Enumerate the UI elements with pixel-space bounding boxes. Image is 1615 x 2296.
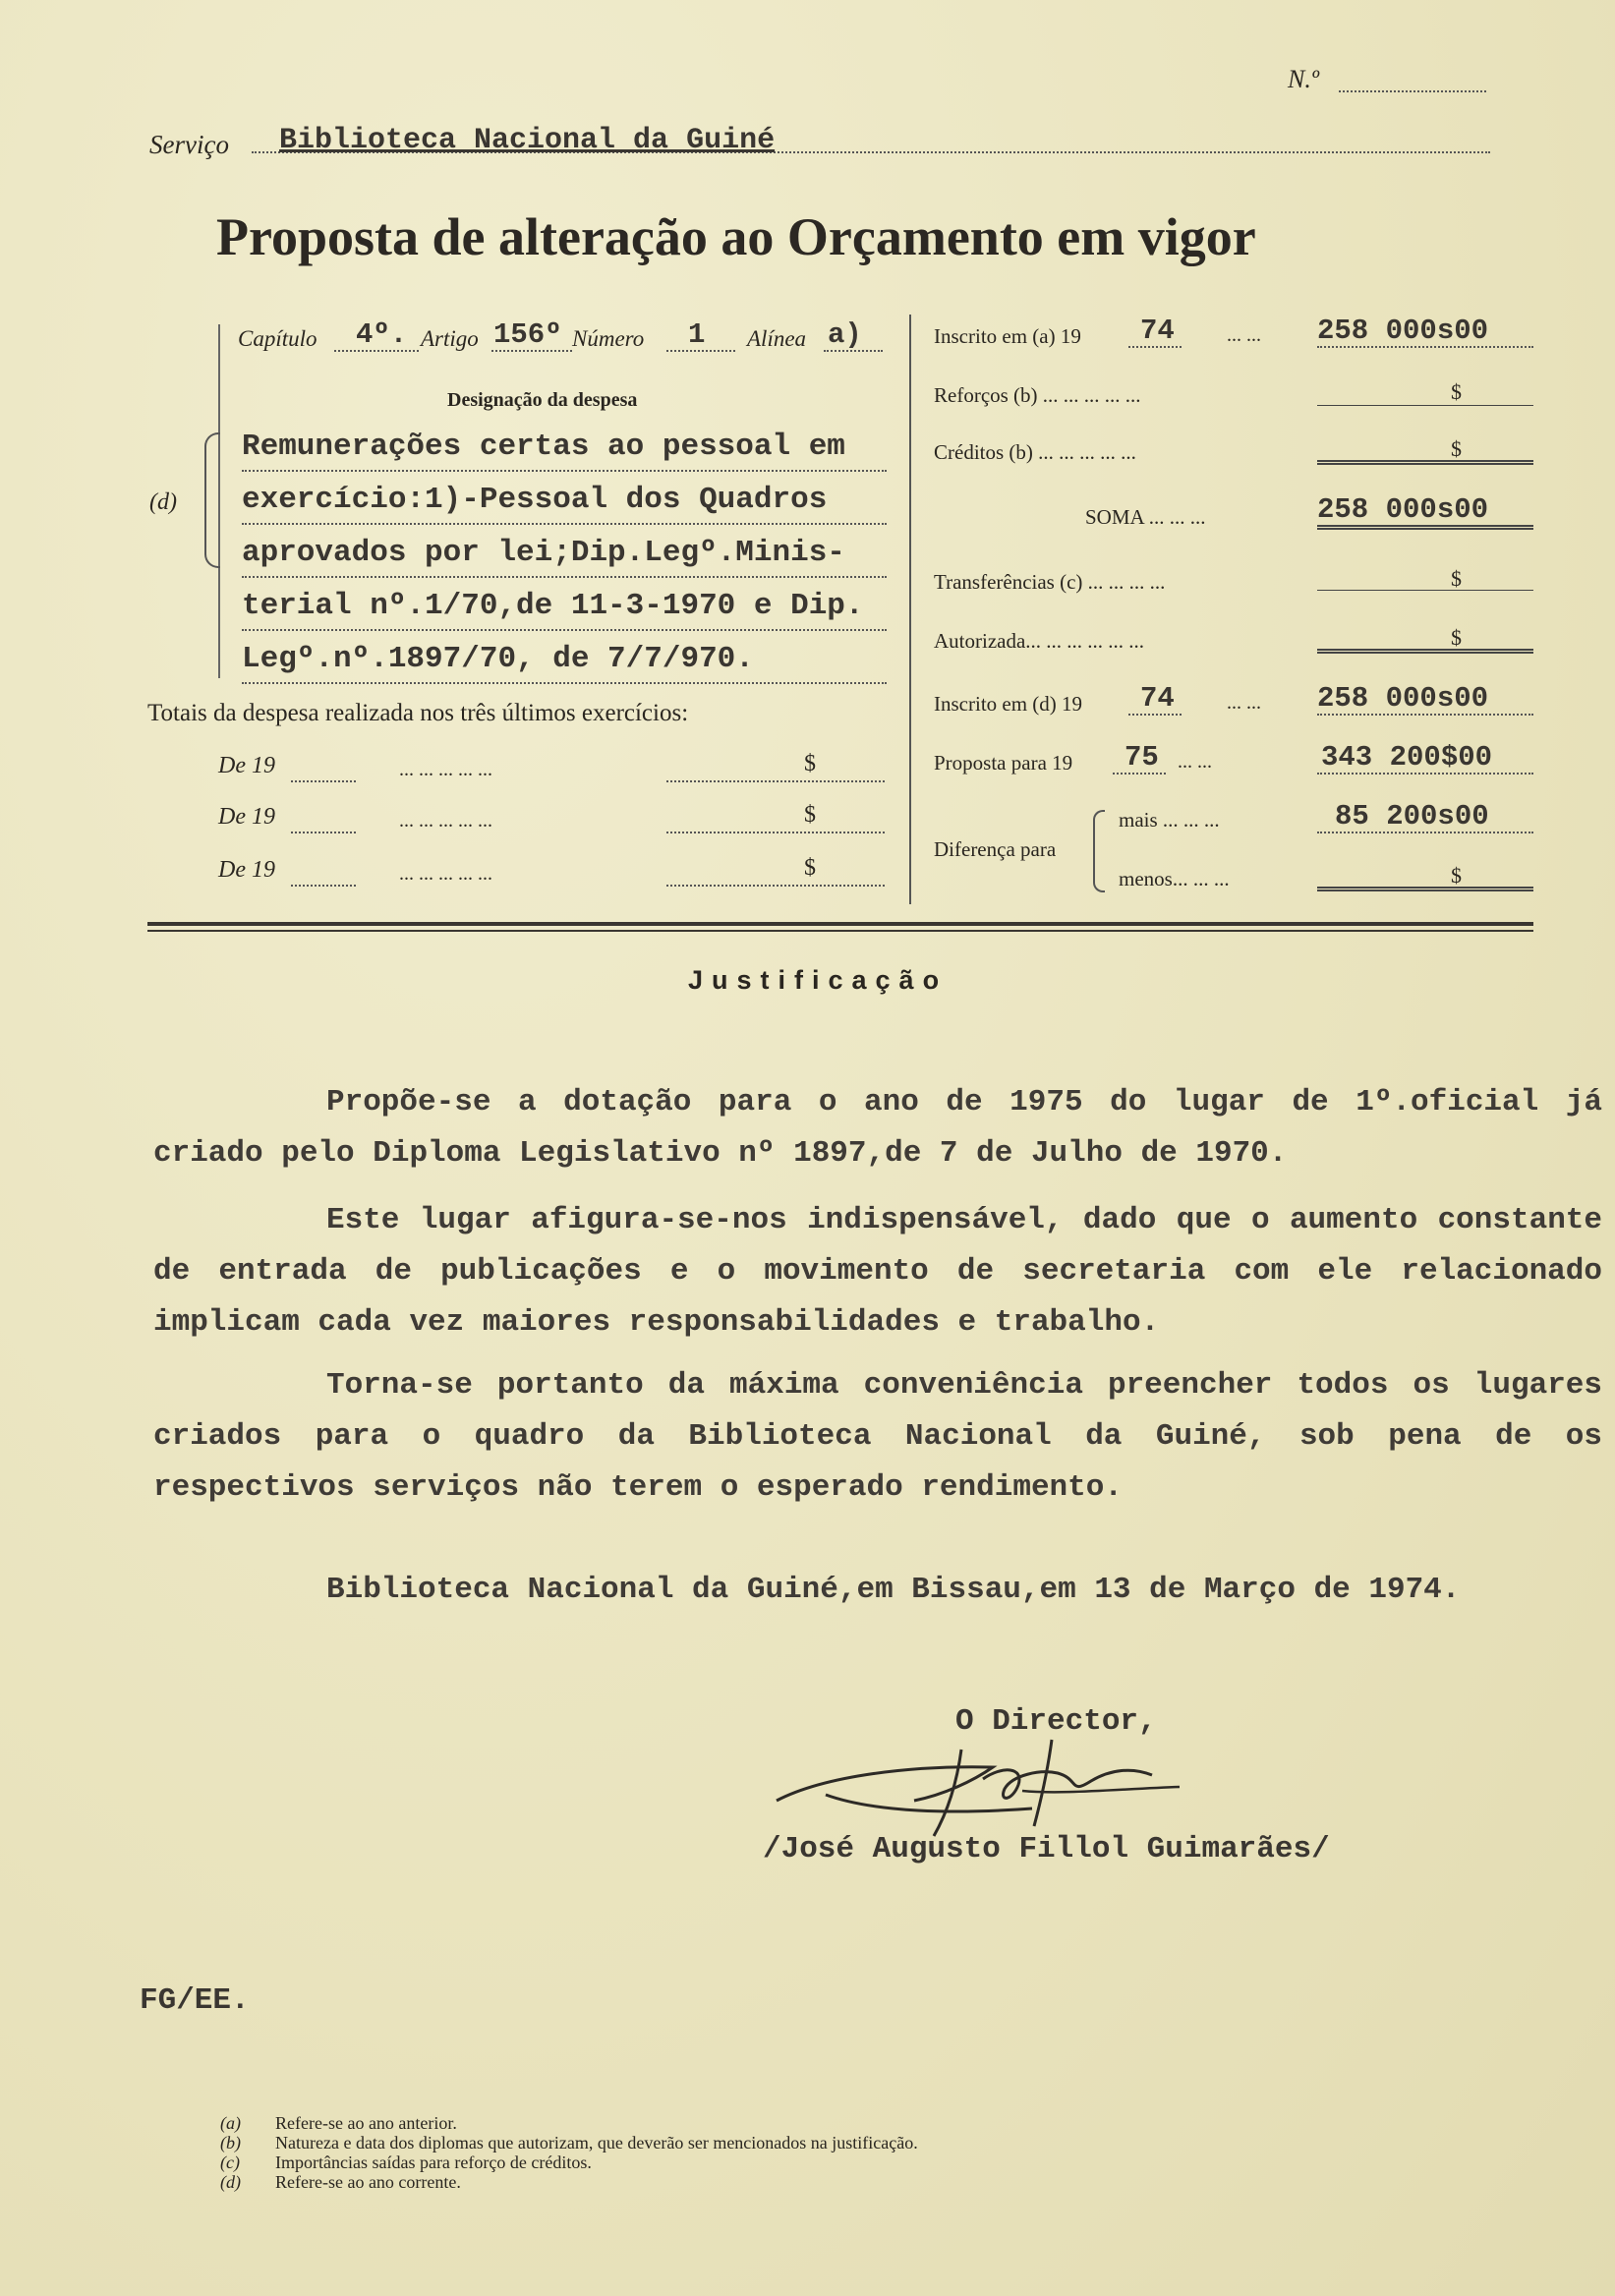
inscrito-d-value: 258 000s00 — [1317, 682, 1489, 715]
designacao-line-5: Legº.nº.1897/70, de 7/7/970. — [242, 637, 887, 684]
justificacao-paragraph-1: Propõe-se a dotação para o ano de 1975 do lugar de 1º.oficial já criado pelo Diploma Legislativo nº 1897,de 7 de Julho de 1970. — [153, 1085, 1602, 1171]
totais-row-3-dots: ... ... ... ... ... — [399, 863, 492, 885]
transferencias-currency: $ — [1451, 566, 1462, 591]
reforcos-label: Reforços (b) ... ... ... ... ... — [934, 383, 1141, 407]
center-vertical-rule — [909, 315, 911, 904]
menos-line — [1317, 887, 1533, 891]
designacao-heading: Designação da despesa — [447, 389, 638, 411]
totais-row-3-value-line — [666, 885, 885, 887]
numero-label: N.º — [1288, 65, 1319, 93]
inscrito-d-dots: ... ... — [1227, 692, 1261, 714]
signature-title: O Director, — [955, 1704, 1157, 1739]
transferencias-line — [1317, 590, 1533, 591]
footnote-d-mark: (d) — [220, 2172, 241, 2192]
totais-row-3-label: De 19 — [218, 857, 275, 883]
totais-row-1-dots: ... ... ... ... ... — [399, 759, 492, 780]
designacao-brace — [204, 432, 220, 568]
inscrito-d-label: Inscrito em (d) 19 — [934, 692, 1083, 716]
place-date: Biblioteca Nacional da Guiné,em Bissau,em 13 de Março de 1974. — [326, 1573, 1461, 1607]
inscrito-a-dots: ... ... — [1227, 324, 1261, 346]
totais-row-1-label: De 19 — [218, 753, 275, 778]
totais-heading: Totais da despesa realizada nos três últimos exercícios: — [147, 700, 689, 726]
reforcos-line — [1317, 405, 1533, 406]
footnote-c-mark: (c) — [220, 2152, 240, 2172]
designacao-line-1: Remunerações certas ao pessoal em — [242, 425, 887, 472]
totais-row-2-year-line — [291, 832, 356, 833]
totais-row-1-year-line — [291, 780, 356, 782]
capitulo-value: 4º. — [356, 318, 408, 351]
alinea-label: Alínea — [747, 326, 807, 351]
section-divider-top — [147, 922, 1533, 926]
justificacao-paragraph-2: Este lugar afigura-se-nos indispensável, dado que o aumento constante de entrada de publicações e o movimento de secretaria com ele relacionado implicam cada vez maiores responsabilidades e trabalho. — [153, 1203, 1602, 1340]
page-title: Proposta de alteração ao Orçamento em vigor — [216, 207, 1256, 266]
proposta-label: Proposta para 19 — [934, 751, 1073, 775]
transferencias-label: Transferências (c) ... ... ... ... — [934, 570, 1166, 594]
designacao-line-4: terial nº.1/70,de 11-3-1970 e Dip. — [242, 584, 887, 631]
inscrito-a-label: Inscrito em (a) 19 — [934, 324, 1081, 348]
signature-name: /José Augusto Fillol Guimarães/ — [763, 1832, 1330, 1866]
creditos-line — [1317, 460, 1533, 465]
artigo-value: 156º — [493, 318, 562, 351]
designacao-line-3: aprovados por lei;Dip.Legº.Minis- — [242, 531, 887, 578]
justificacao-heading: Justificação — [688, 965, 949, 995]
totais-row-3-currency: $ — [804, 855, 816, 881]
autorizada-label: Autorizada... ... ... ... ... ... — [934, 629, 1145, 653]
designacao-line-2: exercício:1)-Pessoal dos Quadros — [242, 478, 887, 525]
footnote-d-text: Refere-se ao ano corrente. — [275, 2172, 461, 2192]
inscrito-a-value: 258 000s00 — [1317, 315, 1489, 347]
footnote-c-text: Importâncias saídas para reforço de créditos. — [275, 2152, 592, 2172]
reference-initials: FG/EE. — [140, 1983, 250, 2018]
inscrito-a-year: 74 — [1140, 315, 1175, 347]
inscrito-d-year: 74 — [1140, 682, 1175, 715]
servico-label: Serviço — [149, 130, 229, 159]
totais-row-2-label: De 19 — [218, 804, 275, 830]
numero-artigo-value: 1 — [688, 318, 706, 351]
totais-row-2-value-line — [666, 832, 885, 833]
footnotes — [220, 2113, 918, 2192]
menos-label: menos... ... ... — [1119, 867, 1230, 890]
reforcos-currency: $ — [1451, 379, 1462, 404]
footnote-c — [220, 2152, 918, 2172]
footnote-a-text: Refere-se ao ano anterior. — [275, 2113, 457, 2133]
numero-field — [1339, 90, 1486, 92]
diferenca-brace — [1093, 810, 1105, 892]
d-marker: (d) — [149, 489, 177, 515]
totais-row-2-dots: ... ... ... ... ... — [399, 810, 492, 832]
footnote-b-mark: (b) — [220, 2133, 241, 2152]
footnote-b — [220, 2133, 918, 2152]
totais-row-2-currency: $ — [804, 802, 816, 828]
creditos-label: Créditos (b) ... ... ... ... ... — [934, 440, 1136, 464]
totais-row-1-value-line — [666, 780, 885, 782]
justificacao-paragraph-3: Torna-se portanto da máxima conveniência preencher todos os lugares criados para o quadro da Biblioteca Nacional da Guiné, sob pena de os respectivos serviços não terem o esperado rendimento. — [153, 1368, 1602, 1505]
soma-value: 258 000s00 — [1317, 493, 1489, 526]
section-divider-bottom — [147, 930, 1533, 932]
artigo-label: Artigo — [421, 326, 479, 351]
menos-currency: $ — [1451, 863, 1462, 888]
proposta-dots: ... ... — [1178, 751, 1212, 773]
mais-value: 85 200s00 — [1335, 800, 1489, 832]
autorizada-line — [1317, 649, 1533, 654]
servico-value: Biblioteca Nacional da Guiné — [279, 124, 776, 157]
capitulo-label: Capítulo — [238, 326, 317, 351]
soma-label: SOMA ... ... ... — [1085, 505, 1206, 529]
alinea-value: a) — [828, 318, 862, 351]
proposta-value: 343 200$00 — [1321, 741, 1493, 774]
diferenca-label: Diferença para — [934, 837, 1057, 861]
footnote-a-mark: (a) — [220, 2113, 241, 2133]
creditos-currency: $ — [1451, 436, 1462, 461]
totais-row-1-currency: $ — [804, 751, 816, 776]
mais-label: mais ... ... ... — [1119, 808, 1220, 832]
autorizada-currency: $ — [1451, 625, 1462, 650]
footnote-d — [220, 2172, 918, 2192]
footnote-a — [220, 2113, 918, 2133]
totais-row-3-year-line — [291, 885, 356, 887]
footnote-b-text: Natureza e data dos diplomas que autorizam, que deverão ser mencionados na justificação. — [275, 2133, 918, 2152]
proposta-year: 75 — [1125, 741, 1159, 774]
numero-artigo-label: Número — [572, 326, 645, 351]
